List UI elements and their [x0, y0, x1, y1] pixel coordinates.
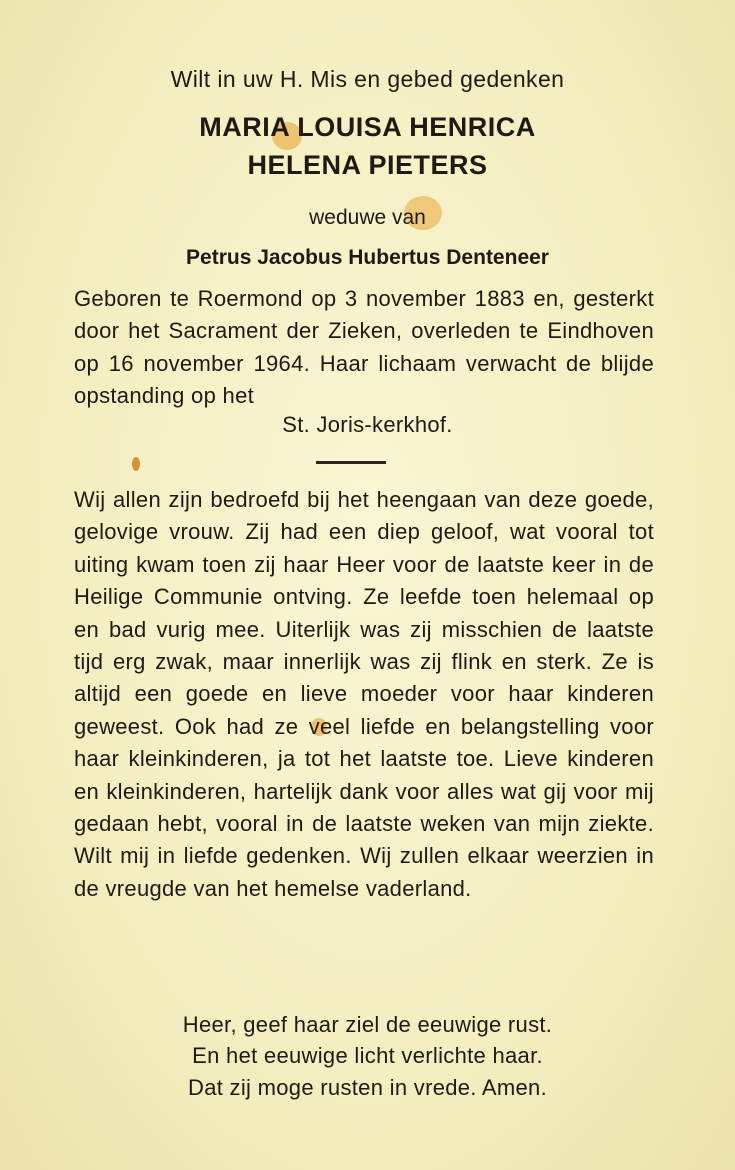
- deceased-name-line2: HELENA PIETERS: [247, 150, 488, 180]
- biography-paragraph: Geboren te Roermond op 3 november 1883 en, gesterkt door het Sacrament der Zieken, overleden te Eindhoven op 16 november 1964. Haar lichaam verwacht de blijde opstanding op het: [74, 286, 654, 409]
- prayer-line: En het eeuwige licht verlichte haar.: [192, 1043, 543, 1068]
- memorial-paragraph: Wij allen zijn bedroefd bij het heengaan van deze goede, gelovige vrouw. Zij had een diep geloof, wat vooral tot uiting kwam toen zij haar Heer voor de laatste keer in de Heilige Communie ontving. Ze leefde toen helemaal op en bad vurig mee. Uiterlijk was zij misschien de laatste tijd erg zwak, maar innerlijk was zij flink en sterk. Ze is altijd een goede en lieve moeder voor haar kinderen geweest. Ook had ze veel liefde en belangstelling voor haar kleinkinderen, ja tot het laatste toe. Lieve kinderen en kleinkinderen, hartelijk dank voor alles wat gij voor mij gedaan hebt, vooral in de laatste weken van mijn ziekte. Wilt mij in liefde gedenken. Wij zullen elkaar weerzien in de vreugde van het hemelse vaderland.: [74, 487, 654, 901]
- intro-line: Wilt in uw H. Mis en gebed gedenken: [170, 66, 565, 92]
- prayer-line: Heer, geef haar ziel de eeuwige rust.: [182, 1012, 553, 1037]
- deceased-name-line1: MARIA LOUISA HENRICA: [199, 112, 536, 142]
- biography-last-line: St. Joris-kerkhof.: [282, 412, 453, 437]
- stain-mark: [132, 457, 140, 471]
- prayer-line: Dat zij moge rusten in vrede. Amen.: [188, 1075, 547, 1100]
- spouse-name: Petrus Jacobus Hubertus Denteneer: [186, 246, 549, 269]
- widow-of-label: weduwe van: [309, 206, 426, 229]
- divider: [316, 461, 386, 464]
